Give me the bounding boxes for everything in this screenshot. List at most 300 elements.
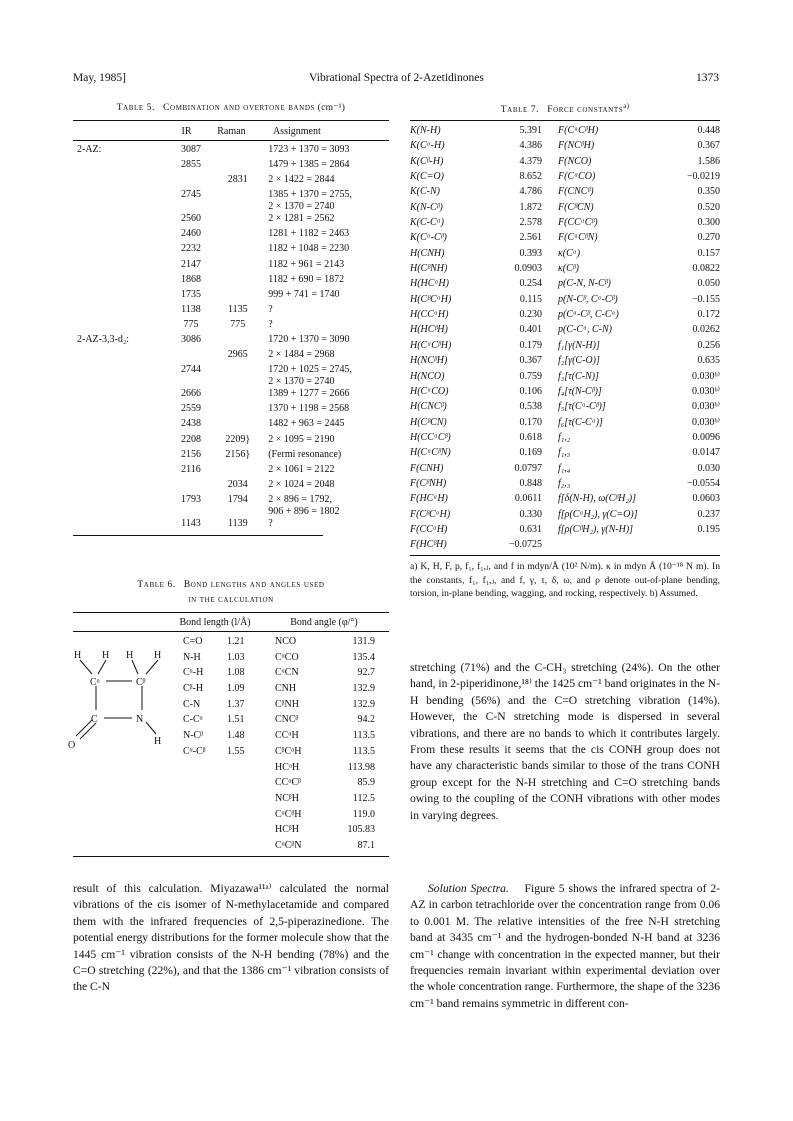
table5-compound [73, 364, 167, 388]
table5-assignment [260, 403, 389, 418]
table6-spacer [73, 807, 183, 823]
table5-ir-value: 2745 [181, 189, 201, 201]
table5-raman-value: 1794 [227, 493, 248, 505]
table7-row [410, 123, 720, 138]
struct-o: O [68, 740, 76, 751]
table5-assignment [260, 434, 389, 449]
table7-value: 0.0096 [692, 431, 720, 443]
table5-ir-value: 2460 [181, 228, 201, 240]
table5-ir-value: 1735 [181, 288, 201, 300]
table7-value: 5.391 [519, 125, 542, 136]
table7-value: 0.254 [519, 278, 542, 290]
table6-angle-value: 113.98 [347, 761, 375, 773]
table5-ir-value: 2208 [181, 433, 201, 445]
table7-value: 0.030ᵇ⁾ [691, 401, 720, 413]
table7-constant: H(CᵅCO) [410, 385, 449, 397]
table5-compound [73, 159, 167, 174]
table7-value [672, 537, 720, 552]
table5-compound [73, 494, 167, 518]
table5-header [73, 121, 389, 137]
table7-row [410, 491, 720, 506]
table7-value: 0.848 [519, 477, 542, 489]
table7-constant: p(Cᵅ-Cᵝ, C-Cᵅ) [558, 309, 619, 321]
table7-constant: F(CᵝCᵅH) [410, 508, 451, 520]
table7-value: 0.115 [519, 293, 542, 305]
header-title: Vibrational Spectra of 2-Azetidinones [309, 72, 484, 84]
table7-value: 0.0822 [692, 263, 720, 275]
table5-row [73, 334, 389, 349]
struct-h1: H [74, 650, 82, 661]
table7-constant: H(HCᵝH) [410, 324, 448, 336]
table7-constant: F(CNH) [410, 462, 444, 474]
table5-ir-value: 2666 [181, 388, 201, 400]
table7-value: 4.386 [519, 140, 542, 152]
table7-constant: F(CᵅCO) [558, 171, 596, 183]
table7-constant: H(CᵅCᵝN) [410, 447, 451, 459]
table7-value: 0.169 [519, 447, 542, 459]
table7-value: 0.520 [697, 201, 720, 213]
table7-constant: F(CNCᵝ) [558, 186, 594, 198]
table7-value: 0.030ᵇ⁾ [691, 370, 720, 382]
table6-bond-length: 1.37 [227, 698, 245, 710]
table6-bond: C-N [183, 698, 201, 710]
table7-constant: p(C-Cᵅ, C-N) [558, 324, 612, 336]
table7-row [410, 369, 720, 384]
table5-raman-value [215, 274, 260, 289]
table5-assignment-line: ? [268, 517, 273, 529]
table5-assignment [260, 144, 389, 159]
table6-angle-value: 105.83 [347, 824, 375, 836]
table7-value: 0.270 [697, 232, 720, 244]
struct-c: C [91, 714, 98, 725]
table7-caption-label: Table 7. [500, 105, 540, 116]
table7-value: 0.538 [519, 401, 542, 413]
table7-row [410, 246, 720, 261]
table5-assignment [260, 243, 389, 258]
table6-bond-length: 1.09 [227, 683, 245, 695]
table7-value: 0.300 [697, 217, 720, 229]
table5-caption-unit: (cm⁻¹) [317, 103, 346, 113]
table5-row [73, 449, 389, 464]
table5-ir-value: 1138 [181, 303, 201, 315]
table5-ir-value [167, 349, 216, 364]
table5-raman-value [215, 159, 260, 174]
table6-bond-length: 1.21 [227, 636, 245, 647]
struct-h3: H [126, 650, 134, 661]
table6-spacer [73, 760, 183, 776]
table7-constant: f[ρ(CᵝH₂), γ(N-H)] [558, 523, 634, 535]
table7-constant: F(CᵝNH) [410, 477, 447, 489]
table5-assignment-line: 2 × 1024 = 2048 [268, 478, 335, 490]
table5-assignment-line: 2 × 1370 = 2740 [268, 201, 335, 213]
table5-assignment [260, 418, 389, 433]
table7-row [410, 322, 720, 337]
table6-caption-line1: Bond lengths and angles used [183, 580, 325, 590]
azetidinone-structure-diagram [66, 648, 176, 758]
table5-row [73, 349, 389, 364]
table7-value: 2.578 [519, 217, 542, 229]
table7-row [410, 292, 720, 307]
table5-compound [73, 449, 167, 464]
table5-assignment-line: 1281 + 1182 = 2463 [268, 228, 350, 240]
table5-assignment [260, 334, 389, 349]
table7-value: 0.0903 [514, 263, 542, 275]
table6-bond-length: 1.08 [227, 667, 245, 679]
table5-ir-value: 2116 [181, 463, 201, 475]
table7-constant: H(CNH) [410, 247, 445, 259]
table7-constant: F(CᵅCᵝH) [558, 125, 599, 136]
table6-bond: N-Cᵝ [183, 730, 204, 742]
body-text-left: result of this calculation. Miyazawa¹¹ᵃ⁾ calculated the normal vibrations of the cis isomer of N-methylacetamide and compared them with the infrared frequencies of 2,5-piperazinedione. The potential energy distributions for the former molecule show that the 1445 cm⁻¹ vibration consists of the N-H bending (78%) and the C=O stretching (22%), and that the 1386 cm⁻¹ vibration consists of the C-N [73, 882, 389, 994]
table7-constant: H(CᵝNH) [410, 263, 448, 275]
table6-bond-length [227, 791, 267, 807]
section-heading-solution-spectra: Solution Spectra. [428, 882, 509, 895]
table5-row [73, 174, 389, 189]
table6-header [73, 613, 389, 631]
table7-constant: F(HCᵅH) [410, 493, 448, 505]
table5-ir-value: 2232 [181, 243, 201, 255]
table6-caption-line2: in the calculation [188, 595, 274, 605]
table7-constant: H(HCᵅH) [410, 278, 449, 290]
table6-angle: NCᵝH [275, 792, 299, 804]
table6-angle-value: 112.5 [352, 792, 375, 804]
table5-assignment [260, 213, 389, 228]
table5-raman-value [215, 464, 260, 479]
table7-value: 8.652 [519, 171, 542, 183]
table5-raman-value: 2965 [227, 349, 248, 361]
table6-row [73, 775, 389, 791]
table7-row [410, 154, 720, 169]
table6-bond-length: 1.55 [227, 745, 245, 757]
table5-ir-value: 2855 [181, 159, 201, 171]
table5-caption-label: Table 5. [116, 103, 156, 113]
table7-row [410, 507, 720, 522]
table5-row [73, 228, 389, 243]
solution-spectra-text: Figure 5 shows the infrared spectra of 2-AZ in carbon tetrachloride over the concentration range from 0.06 to 0.001 M. The relative intensities of the free N-H stretching band at 3435 cm⁻¹ and the hydrogen-bonded N-H band at 3236 cm⁻¹ change with concentration in the expected manner, but their frequencies remain invariant within experimental deviation over the whole concentration range. Furthermore, the shape of the 3236 cm⁻¹ band remains symmetric in different con- [410, 882, 720, 1010]
table5-row [73, 289, 389, 304]
table7-row [410, 338, 720, 353]
table7-constant: κ(Cᵝ) [558, 263, 579, 275]
table7-value: 0.195 [697, 523, 720, 535]
struct-h5: H [154, 736, 162, 747]
table5-compound [73, 418, 167, 433]
table7-row [410, 522, 720, 537]
table7-value: 4.786 [519, 186, 542, 198]
table5-raman-value [215, 418, 260, 433]
table6-bond [183, 807, 227, 823]
table7-value: 0.179 [519, 339, 542, 351]
struct-h2: H [102, 650, 110, 661]
table6-angle-value: 113.5 [352, 730, 375, 742]
table6-bond-length [227, 807, 267, 823]
table5-assignment [260, 274, 389, 289]
table6-col-angle: Bond angle (φ/°) [290, 616, 358, 628]
table6-angle: CNH [275, 683, 297, 695]
table5-row [73, 189, 389, 213]
table7-value: 0.448 [697, 125, 720, 136]
table5-compound [73, 243, 167, 258]
table7-value: 0.618 [519, 431, 542, 443]
table5-compound: 2-AZ-3,3-d₂: [77, 334, 130, 346]
table5-compound: 2-AZ: [77, 144, 102, 155]
table7-constant: K(Cᵝ-H) [410, 155, 444, 167]
table5-assignment [260, 349, 389, 364]
table6-angle: HCᵝH [275, 824, 299, 836]
table5-raman-value [215, 189, 260, 213]
table5-assignment [260, 189, 389, 213]
table5-raman-value [215, 388, 260, 403]
table7-row [410, 307, 720, 322]
table7-row [410, 384, 720, 399]
table6-angle: CᵅCO [275, 651, 299, 663]
table5-assignment-line: 1720 + 1370 = 3090 [268, 334, 350, 346]
table6-bond-length [227, 760, 267, 776]
table7-row [410, 230, 720, 245]
table7-value: 1.872 [519, 201, 542, 213]
table5-raman-value: 2156} [225, 448, 251, 460]
table7-value: 0.0603 [692, 493, 720, 505]
table5-assignment-line: 906 + 896 = 1802 [268, 505, 340, 517]
table6-angle-value: 113.5 [352, 745, 375, 757]
table5-compound [73, 518, 167, 533]
table7 [410, 120, 720, 556]
table5-compound [73, 189, 167, 213]
table5-compound [73, 319, 167, 334]
table5-compound [73, 403, 167, 418]
table5-ir-value: 1143 [181, 517, 201, 529]
table7-constant: F(CCᵅH) [410, 523, 448, 535]
table7-constant: f₂,₃ [558, 477, 571, 489]
table5-assignment-line: 2 × 1422 = 2844 [268, 174, 335, 186]
table5-assignment-line: 1720 + 1025 = 2745, [268, 364, 352, 376]
table5-assignment [260, 304, 389, 319]
table5 [73, 120, 389, 536]
table7-constant: f₁,₄ [558, 462, 571, 474]
table5-assignment-line: 2 × 1370 = 2740 [268, 376, 335, 388]
table6-angle: CNCᵝ [275, 714, 299, 726]
table6-bond: C=O [183, 636, 203, 647]
table5-row [73, 464, 389, 479]
table5-row [73, 403, 389, 418]
table5-raman-value: 775 [230, 318, 246, 330]
table5-ir-value: 2438 [181, 418, 201, 430]
table5-assignment-line: 1182 + 1048 = 2230 [268, 243, 350, 255]
table5-row [73, 418, 389, 433]
table6-angle: CᵅCN [275, 667, 299, 679]
table7-constant: K(N-Cᵝ) [410, 201, 443, 213]
table6-bond-length [227, 838, 267, 854]
table5-ir-value: 2744 [181, 364, 201, 376]
table6-bond-length [227, 822, 267, 838]
table6-bond-length: 1.03 [227, 651, 245, 663]
table5-row [73, 434, 389, 449]
table5-row [73, 213, 389, 228]
table7-row [410, 461, 720, 476]
table7-row [410, 476, 720, 491]
table5-compound [73, 289, 167, 304]
table5-ir-value: 3086 [181, 334, 201, 346]
table7-constant: K(C-N) [410, 186, 440, 198]
body-text-right-2 [410, 881, 720, 1012]
table7-caption [410, 102, 720, 115]
table7-row [410, 138, 720, 153]
table7-value: 0.030ᵇ⁾ [691, 385, 720, 397]
table5-assignment [260, 518, 389, 533]
table6-angle-value: 94.2 [357, 714, 375, 726]
table6-spacer [73, 775, 183, 791]
table6-bond [183, 838, 227, 854]
table7-caption-title: Force constants [547, 105, 624, 116]
table7-row [410, 276, 720, 291]
table7-value: 0.393 [519, 247, 542, 259]
table7-value: 1.586 [697, 155, 720, 167]
table7-value: 0.0611 [514, 493, 542, 505]
table5-raman-value: 2209} [225, 433, 251, 445]
table7-constant: H(NCᵝH) [410, 355, 448, 367]
table7-constant [556, 537, 672, 552]
table5-ir-value: 2559 [181, 403, 201, 415]
table5-assignment [260, 364, 389, 388]
table7-constant: F(HCᵝH) [410, 539, 447, 551]
table6-angle: CCᵅH [275, 730, 299, 742]
table5-compound [73, 479, 167, 494]
table5-ir-value: 2147 [181, 258, 201, 270]
table5-raman-value: 2034 [227, 478, 248, 490]
table6-angle-value: 85.9 [357, 777, 375, 789]
table7-value: 0.170 [519, 416, 542, 428]
struct-n: N [136, 714, 144, 725]
table7-constant: H(CCᵅH) [410, 309, 449, 321]
table6-row [73, 838, 389, 854]
table7-constant: H(CᵝCᵅH) [410, 293, 452, 305]
table5-assignment-line: 2 × 1061 = 2122 [268, 463, 335, 475]
table7-value: −0.155 [691, 293, 720, 305]
table7-row [410, 200, 720, 215]
table5-row [73, 518, 389, 533]
table6-angle-value: 135.4 [352, 651, 375, 663]
table7-row [410, 169, 720, 184]
table7-constant: K(C-Cᵅ) [410, 217, 444, 229]
table6-bond-length [227, 775, 267, 791]
table7-value: 0.106 [519, 385, 542, 397]
table6-angle-value: 131.9 [352, 636, 375, 647]
table6-col-length: Bond length (l/Å) [179, 616, 251, 628]
table5-assignment-line: ? [268, 318, 273, 330]
table6-caption-label: Table 6. [137, 580, 176, 590]
table6-row [73, 791, 389, 807]
table7-constant: F(NCᵝH) [558, 140, 595, 152]
table5-raman-value [215, 243, 260, 258]
table7-constant: H(CᵝCN) [410, 416, 447, 428]
table5-assignment [260, 479, 389, 494]
struct-c-alpha: Cᵅ [90, 677, 100, 688]
table5-raman-value [215, 213, 260, 228]
table6-row [73, 760, 389, 776]
table7-value: −0.0725 [508, 539, 542, 551]
table7-row [410, 415, 720, 430]
table7-value: 0.050 [697, 278, 720, 290]
table7-value: 0.759 [519, 370, 542, 382]
table5-assignment-line: 2 × 1281 = 2562 [268, 213, 335, 225]
table7-value: 0.172 [697, 309, 720, 321]
table6-angle: CᵝNH [275, 698, 299, 710]
table6-angle: CᵅCᵝN [275, 839, 302, 851]
table7-row [410, 184, 720, 199]
table6-bond: Cᵝ-H [183, 683, 204, 695]
table6-angle: CᵅCᵝH [275, 808, 302, 820]
table5-assignment-line: ? [268, 303, 273, 315]
table7-constant: H(CNCᵝ) [410, 401, 447, 413]
table5-col-raman: Raman [217, 126, 246, 137]
struct-h4: H [154, 650, 162, 661]
table5-row [73, 243, 389, 258]
table5-raman-value: 1139 [227, 517, 248, 529]
table7-value: 4.379 [519, 155, 542, 167]
table5-assignment-line: 1389 + 1277 = 2666 [268, 388, 350, 400]
table5-ir-value: 1868 [181, 273, 201, 285]
table5-compound [73, 388, 167, 403]
table7-value: 0.330 [519, 508, 542, 520]
table6-angle-value: 87.1 [357, 839, 375, 851]
table7-constant: f₅[τ(Cᵅ-Cᵝ)] [558, 401, 606, 413]
table5-assignment-line: 1482 + 963 = 2445 [268, 418, 345, 430]
table7-constant: f₄[τ(N-Cᵝ)] [558, 385, 602, 397]
table6-bond-length: 1.48 [227, 730, 245, 742]
table6-bond-length: 1.51 [227, 714, 245, 726]
table7-constant: f₁,₃ [558, 447, 571, 459]
table5-raman-value [215, 403, 260, 418]
table7-value: 0.237 [697, 508, 720, 520]
table5-assignment [260, 319, 389, 334]
table5-raman-value [215, 259, 260, 274]
table6-row [73, 822, 389, 838]
table7-constant: H(NCO) [410, 370, 445, 382]
table5-ir-value: 2560 [181, 213, 201, 225]
table5-compound [73, 259, 167, 274]
table7-value: 0.0797 [514, 462, 542, 474]
table5-row [73, 159, 389, 174]
table6-angle: NCO [275, 636, 297, 647]
table6-bond [183, 775, 227, 791]
table5-assignment [260, 464, 389, 479]
table6-angle-value: 132.9 [352, 698, 375, 710]
table5-assignment-line: 1385 + 1370 = 2755, [268, 189, 352, 201]
table5-caption [73, 102, 389, 113]
table7-constant: f₁[γ(N-H)] [558, 339, 600, 351]
table5-compound [73, 228, 167, 243]
table5-assignment-line: 999 + 741 = 1740 [268, 288, 340, 300]
table5-ir-value: 3087 [181, 144, 201, 155]
table7-row [410, 537, 720, 552]
table5-assignment [260, 159, 389, 174]
table5-assignment-line: 1182 + 690 = 1872 [268, 273, 345, 285]
table7-value: 0.157 [697, 247, 720, 259]
table7-constant: κ(Cᵅ) [558, 247, 581, 259]
table7-constant: K(Cᵅ-Cᵝ) [410, 232, 447, 244]
table5-assignment [260, 228, 389, 243]
table7-constant: F(CᵝCN) [558, 201, 594, 213]
table5-assignment [260, 449, 389, 464]
table6-angle: CCᵅCᵝ [275, 777, 301, 789]
table5-compound [73, 174, 167, 189]
table7-footnote: a) K, H, F, p, f₁, f₁,ⱼ, and f in mdyn/Å (10² N/m). κ in mdyn Å (10⁻¹⁸ N m). In the constants, f₁, f₁,ⱼ, and f, γ, τ, δ, ω, and ρ denote out-of-plane bending, torsion, in-plane bending, wagging, and rocking, respectively. b) Assumed. [410, 561, 720, 599]
table6-row [73, 807, 389, 823]
header-page-number: 1373 [696, 72, 719, 84]
table5-raman-value [215, 289, 260, 304]
table5-assignment-line: 1479 + 1385 = 2864 [268, 159, 350, 171]
table7-constant: F(NCO) [558, 155, 592, 167]
table5-row [73, 144, 389, 159]
